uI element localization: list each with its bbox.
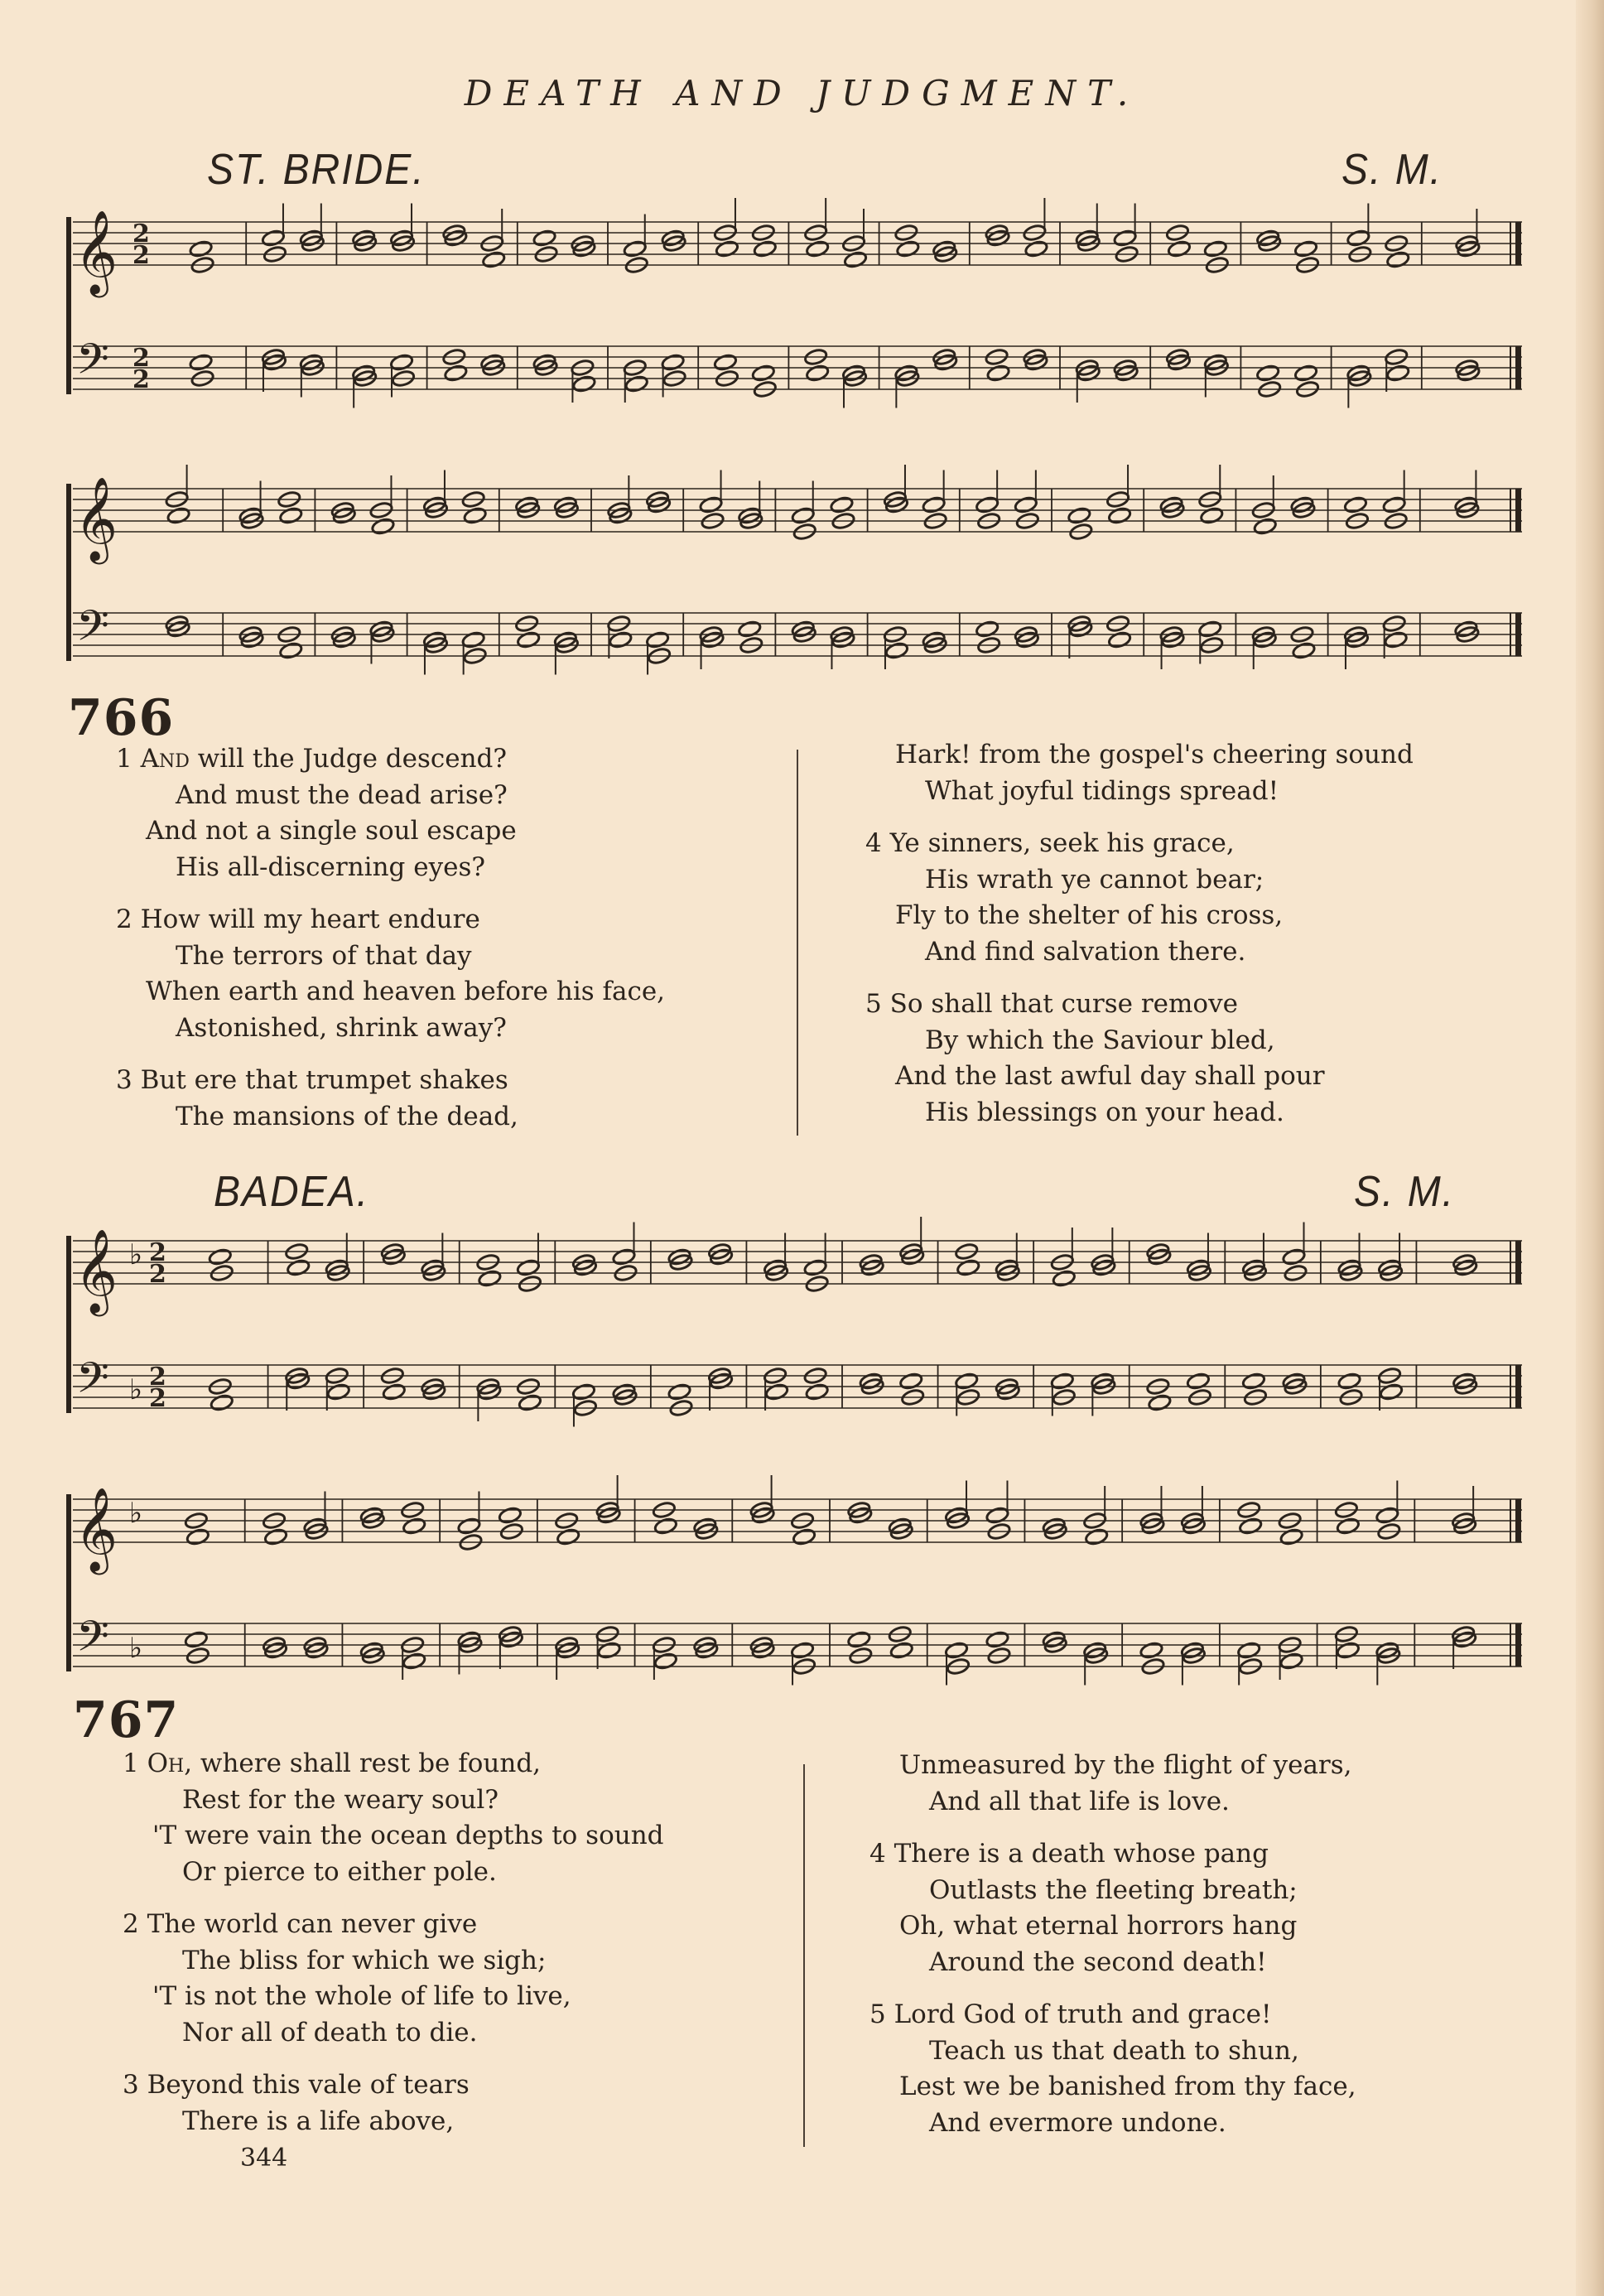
note-head bbox=[1107, 506, 1131, 524]
note-head bbox=[1148, 1393, 1172, 1411]
line-text: 'T were vain the ocean depths to sound bbox=[152, 1821, 664, 1850]
verse-line bbox=[123, 2067, 664, 2104]
final-bar-line bbox=[1515, 1623, 1521, 1667]
line-text: Ye sinners, seek his grace, bbox=[889, 828, 1235, 858]
column-divider bbox=[803, 1764, 805, 2147]
final-bar-line bbox=[1515, 613, 1521, 656]
note-head bbox=[326, 1382, 350, 1401]
note-head bbox=[189, 239, 213, 258]
final-bar-line bbox=[1515, 222, 1521, 265]
note-head bbox=[382, 1382, 406, 1401]
line-text: And must the dead arise? bbox=[176, 779, 508, 810]
verse-line bbox=[116, 902, 665, 938]
note-head bbox=[1052, 1269, 1076, 1287]
line-text: His wrath ye cannot bear; bbox=[925, 864, 1264, 895]
time-signature: 2 bbox=[132, 344, 150, 373]
note-head bbox=[1113, 229, 1137, 247]
verse-line bbox=[123, 1979, 664, 2015]
column-divider bbox=[797, 750, 798, 1136]
note-head bbox=[1255, 364, 1279, 382]
verse-line bbox=[123, 1746, 664, 1782]
verse-line bbox=[869, 1908, 1356, 1945]
note-head bbox=[210, 1393, 234, 1411]
bass-clef-icon: 𝄢 bbox=[76, 601, 109, 661]
note-head bbox=[1107, 630, 1131, 649]
stanza bbox=[116, 902, 665, 1046]
note-head bbox=[1375, 1506, 1399, 1524]
note-head bbox=[208, 1247, 232, 1266]
verse-line bbox=[116, 1011, 665, 1047]
music-system-1 bbox=[0, 197, 1604, 446]
line-text: Lord God of truth and grace! bbox=[894, 1999, 1272, 2029]
note-head bbox=[667, 1382, 691, 1401]
stanza bbox=[865, 986, 1414, 1131]
time-signature: 2 bbox=[132, 365, 150, 394]
line-text: The world can never give bbox=[147, 1909, 478, 1939]
note-head bbox=[457, 1517, 481, 1535]
line-text: There is a life above, bbox=[182, 2105, 455, 2136]
system-brace bbox=[66, 1236, 71, 1413]
note-head bbox=[612, 1247, 636, 1266]
line-text: Or pierce to either pole. bbox=[182, 1856, 497, 1887]
music-staff-svg bbox=[0, 1216, 1604, 1464]
note-head bbox=[1346, 229, 1370, 247]
note-head bbox=[624, 374, 648, 393]
note-head bbox=[645, 630, 669, 649]
note-head bbox=[263, 1527, 287, 1546]
stanza bbox=[865, 737, 1414, 809]
note-head bbox=[986, 364, 1010, 382]
note-head bbox=[1253, 517, 1277, 535]
stanza bbox=[123, 2067, 664, 2139]
stanza-number: 3 bbox=[123, 2070, 139, 2100]
note-head bbox=[1236, 1641, 1260, 1659]
verse-line bbox=[865, 774, 1414, 810]
bass-clef-icon: 𝄢 bbox=[76, 334, 109, 394]
stanza-number: 1 bbox=[123, 1749, 139, 1778]
system-brace bbox=[66, 1494, 71, 1671]
line-text: where shall rest be found, bbox=[200, 1749, 542, 1778]
line-text: Around the second death! bbox=[929, 1946, 1267, 1977]
treble-clef-icon: 𝄞 bbox=[75, 1486, 118, 1571]
treble-clef-icon: 𝄞 bbox=[75, 1228, 118, 1313]
note-head bbox=[1293, 364, 1317, 382]
note-head bbox=[1200, 506, 1224, 524]
verse-line bbox=[869, 1945, 1356, 1981]
note-head bbox=[899, 1372, 923, 1390]
flat-icon: ♭ bbox=[129, 1238, 143, 1271]
music-staff-svg bbox=[0, 464, 1604, 704]
verse-line bbox=[123, 1782, 664, 1819]
bass-clef-icon: 𝄢 bbox=[76, 1353, 109, 1413]
line-text: But ere that trumpet shakes bbox=[140, 1065, 508, 1095]
note-head bbox=[1293, 239, 1317, 258]
verse-line bbox=[865, 934, 1414, 971]
line-text: Oh, what eternal horrors hang bbox=[899, 1911, 1298, 1941]
note-head bbox=[791, 506, 815, 524]
verse-line bbox=[865, 1059, 1414, 1095]
verse-line bbox=[869, 1784, 1356, 1821]
note-head bbox=[623, 239, 647, 258]
note-head bbox=[1139, 1641, 1163, 1659]
final-bar-line bbox=[1515, 1365, 1521, 1408]
hymn-number-766: 766 bbox=[68, 689, 175, 747]
time-signature: 2 bbox=[149, 1260, 166, 1289]
system-brace bbox=[66, 217, 71, 394]
note-head bbox=[1279, 1527, 1303, 1546]
line-text: And all that life is love. bbox=[929, 1786, 1230, 1816]
note-head bbox=[985, 1630, 1009, 1648]
stanza-number: 3 bbox=[116, 1065, 132, 1095]
note-head bbox=[889, 1641, 913, 1659]
flat-icon: ♭ bbox=[129, 1497, 143, 1530]
note-head bbox=[597, 1641, 621, 1659]
note-head bbox=[609, 630, 633, 649]
note-head bbox=[843, 250, 867, 268]
verse-line bbox=[869, 1997, 1356, 2033]
note-head bbox=[751, 364, 775, 382]
note-head bbox=[1379, 1382, 1403, 1401]
stanza bbox=[869, 1836, 1356, 1980]
note-head bbox=[279, 641, 303, 659]
note-head bbox=[1386, 364, 1410, 382]
stanza-number: 4 bbox=[869, 1839, 886, 1869]
note-head bbox=[1382, 495, 1406, 514]
hymn-766-right-column bbox=[865, 737, 1414, 1147]
verse-line bbox=[123, 1943, 664, 1980]
hymn-767-left-column bbox=[123, 1746, 664, 2156]
note-head bbox=[1384, 630, 1408, 649]
stanza bbox=[123, 1746, 664, 1890]
line-text: Lest we be banished from thy face, bbox=[899, 2072, 1356, 2101]
verse-line bbox=[865, 898, 1414, 934]
note-head bbox=[571, 1382, 595, 1401]
verse-line bbox=[869, 2069, 1356, 2105]
final-bar-line bbox=[1515, 1241, 1521, 1284]
note-head bbox=[1024, 239, 1048, 258]
note-head bbox=[792, 1527, 816, 1546]
note-head bbox=[1050, 1372, 1074, 1390]
note-head bbox=[1292, 641, 1316, 659]
note-head bbox=[1186, 1372, 1210, 1390]
final-bar-line bbox=[1515, 1499, 1521, 1542]
line-text: Fly to the shelter of his cross, bbox=[895, 900, 1284, 930]
time-signature: 2 bbox=[132, 219, 150, 248]
music-staff-svg bbox=[0, 1474, 1604, 1715]
verse-line bbox=[869, 2105, 1356, 2142]
note-head bbox=[185, 1527, 210, 1546]
note-head bbox=[482, 250, 506, 268]
note-head bbox=[166, 506, 190, 524]
verse-line bbox=[116, 1099, 665, 1136]
time-signature: 2 bbox=[132, 241, 150, 270]
verse-line bbox=[123, 1855, 664, 1891]
stanza-first-word: And bbox=[140, 744, 190, 774]
line-text: Teach us that death to shun, bbox=[929, 2035, 1299, 2066]
note-head bbox=[653, 1652, 677, 1670]
music-system-2 bbox=[0, 464, 1604, 704]
verse-line bbox=[865, 862, 1414, 899]
verse-line bbox=[123, 1818, 664, 1855]
verse-line bbox=[116, 938, 665, 975]
stanza bbox=[123, 1907, 664, 2051]
note-head bbox=[463, 506, 487, 524]
note-head bbox=[1014, 495, 1038, 514]
note-head bbox=[805, 239, 829, 258]
note-head bbox=[1167, 239, 1191, 258]
note-head bbox=[956, 1258, 980, 1276]
note-head bbox=[516, 1258, 540, 1276]
note-head bbox=[975, 620, 999, 638]
stanza-number: 5 bbox=[869, 1999, 886, 2029]
verse-line bbox=[865, 1095, 1414, 1131]
stanza-number: 5 bbox=[865, 989, 882, 1019]
verse-line bbox=[123, 2104, 664, 2140]
note-head bbox=[847, 1630, 871, 1648]
note-head bbox=[713, 353, 737, 371]
page-header: DEATH AND JUDGMENT. bbox=[464, 73, 1140, 113]
stanza bbox=[865, 826, 1414, 970]
note-head bbox=[1282, 1247, 1306, 1266]
line-text: Hark! from the gospel's cheering sound bbox=[895, 740, 1414, 769]
stanza-number: 1 bbox=[116, 744, 132, 774]
line-text: Astonished, shrink away? bbox=[176, 1012, 507, 1043]
hymn-766-left-column bbox=[116, 741, 665, 1151]
line-text: And find salvation there. bbox=[925, 936, 1246, 967]
note-head bbox=[389, 353, 413, 371]
note-head bbox=[653, 1517, 677, 1535]
note-head bbox=[498, 1506, 522, 1524]
hymn-number-767: 767 bbox=[73, 1691, 180, 1749]
time-signature: 2 bbox=[149, 1363, 166, 1392]
note-head bbox=[461, 630, 485, 649]
tune-meter-badea: S. M. bbox=[1354, 1168, 1456, 1217]
stanza bbox=[116, 1063, 665, 1135]
line-text: And not a single soul escape bbox=[146, 816, 517, 846]
verse-line bbox=[869, 1873, 1356, 1909]
note-head bbox=[805, 364, 829, 382]
line-text: Nor all of death to die. bbox=[182, 2017, 478, 2048]
note-head bbox=[1085, 1527, 1109, 1546]
note-head bbox=[518, 1393, 542, 1411]
line-text: By which the Saviour bled, bbox=[925, 1025, 1275, 1055]
note-head bbox=[1386, 250, 1410, 268]
note-head bbox=[1241, 1372, 1265, 1390]
note-head bbox=[444, 364, 468, 382]
verse-line bbox=[116, 974, 665, 1011]
verse-line bbox=[869, 2033, 1356, 2070]
note-head bbox=[402, 1652, 426, 1670]
note-head bbox=[402, 1517, 426, 1535]
verse-line bbox=[865, 1023, 1414, 1059]
note-head bbox=[805, 1382, 829, 1401]
note-head bbox=[189, 353, 213, 371]
line-text: The terrors of that day bbox=[176, 940, 472, 971]
line-text: Outlasts the fleeting breath; bbox=[929, 1874, 1298, 1905]
note-head bbox=[261, 229, 285, 247]
note-head bbox=[699, 495, 723, 514]
time-signature: 2 bbox=[149, 1384, 166, 1413]
stanza bbox=[869, 1997, 1356, 2141]
treble-clef-icon: 𝄞 bbox=[75, 209, 118, 294]
note-head bbox=[532, 229, 556, 247]
stanza-number: 2 bbox=[123, 1909, 139, 1939]
line-text: 'T is not the whole of life to live, bbox=[152, 1981, 571, 2011]
line-text: And evermore undone. bbox=[929, 2107, 1226, 2138]
tune-name-st-bride: ST. BRIDE. bbox=[207, 146, 426, 195]
music-system-4 bbox=[0, 1474, 1604, 1715]
note-head bbox=[371, 517, 395, 535]
note-head bbox=[556, 1527, 580, 1546]
verse-line bbox=[116, 1063, 665, 1099]
note-head bbox=[184, 1630, 208, 1648]
note-head bbox=[572, 374, 596, 393]
music-system-3 bbox=[0, 1216, 1604, 1464]
note-head bbox=[975, 495, 999, 514]
verse-line bbox=[116, 741, 665, 778]
line-text: will the Judge descend? bbox=[197, 744, 508, 774]
music-staff-svg bbox=[0, 197, 1604, 446]
note-head bbox=[1238, 1517, 1262, 1535]
stanza-number: 4 bbox=[865, 828, 882, 858]
verse-line bbox=[116, 778, 665, 814]
note-head bbox=[830, 495, 854, 514]
note-head bbox=[896, 239, 920, 258]
verse-line bbox=[116, 813, 665, 850]
line-text: There is a death whose pang bbox=[894, 1839, 1269, 1869]
verse-line bbox=[123, 1907, 664, 1943]
stanza-number: 2 bbox=[116, 904, 132, 934]
line-text: How will my heart endure bbox=[140, 904, 480, 934]
note-head bbox=[884, 641, 908, 659]
line-text: What joyful tidings spread! bbox=[925, 775, 1279, 806]
page-number: 344 bbox=[240, 2144, 288, 2173]
line-text: Beyond this vale of tears bbox=[147, 2070, 470, 2100]
stanza bbox=[869, 1748, 1356, 1820]
line-text: Rest for the weary soul? bbox=[182, 1784, 499, 1815]
line-text: When earth and heaven before his face, bbox=[146, 977, 666, 1006]
note-head bbox=[1203, 239, 1227, 258]
final-bar-line bbox=[1515, 346, 1521, 389]
hymn-767-right-column bbox=[869, 1748, 1356, 2158]
tune-name-badea: BADEA. bbox=[214, 1168, 370, 1217]
note-head bbox=[516, 630, 540, 649]
note-head bbox=[803, 1258, 827, 1276]
verse-line bbox=[869, 1748, 1356, 1784]
flat-icon: ♭ bbox=[129, 1632, 143, 1665]
note-head bbox=[1343, 495, 1367, 514]
system-brace bbox=[66, 484, 71, 661]
note-head bbox=[661, 353, 685, 371]
note-head bbox=[478, 1269, 502, 1287]
line-text: And the last awful day shall pour bbox=[895, 1061, 1325, 1091]
note-head bbox=[715, 239, 739, 258]
note-head bbox=[1336, 1517, 1360, 1535]
verse-line bbox=[116, 850, 665, 886]
note-head bbox=[1198, 620, 1222, 638]
note-head bbox=[790, 1641, 814, 1659]
note-head bbox=[1337, 1372, 1361, 1390]
note-head bbox=[738, 620, 762, 638]
note-head bbox=[922, 495, 946, 514]
line-text: The bliss for which we sigh; bbox=[182, 1945, 547, 1975]
treble-clef-icon: 𝄞 bbox=[75, 475, 118, 561]
note-head bbox=[985, 1506, 1009, 1524]
note-head bbox=[287, 1258, 311, 1276]
verse-line bbox=[865, 986, 1414, 1023]
verse-line bbox=[865, 737, 1414, 774]
final-bar-line bbox=[1515, 489, 1521, 532]
line-text: His blessings on your head. bbox=[925, 1097, 1284, 1127]
bass-clef-icon: 𝄢 bbox=[76, 1611, 109, 1671]
note-head bbox=[764, 1382, 788, 1401]
note-head bbox=[279, 506, 303, 524]
stanza-first-word: Oh, bbox=[147, 1749, 193, 1778]
note-head bbox=[944, 1641, 968, 1659]
note-head bbox=[1279, 1652, 1303, 1670]
flat-icon: ♭ bbox=[129, 1373, 143, 1406]
stanza bbox=[116, 741, 665, 885]
verse-line bbox=[123, 2015, 664, 2052]
note-head bbox=[1336, 1641, 1360, 1659]
tune-meter-st-bride: S. M. bbox=[1341, 146, 1443, 195]
line-text: His all-discerning eyes? bbox=[176, 851, 485, 882]
note-head bbox=[753, 239, 777, 258]
verse-line bbox=[869, 1836, 1356, 1873]
line-text: Unmeasured by the flight of years, bbox=[899, 1750, 1352, 1780]
time-signature: 2 bbox=[149, 1238, 166, 1267]
line-text: The mansions of the dead, bbox=[176, 1101, 518, 1131]
verse-line bbox=[865, 826, 1414, 862]
line-text: So shall that curse remove bbox=[889, 989, 1238, 1019]
note-head bbox=[1067, 506, 1091, 524]
note-head bbox=[955, 1372, 979, 1390]
